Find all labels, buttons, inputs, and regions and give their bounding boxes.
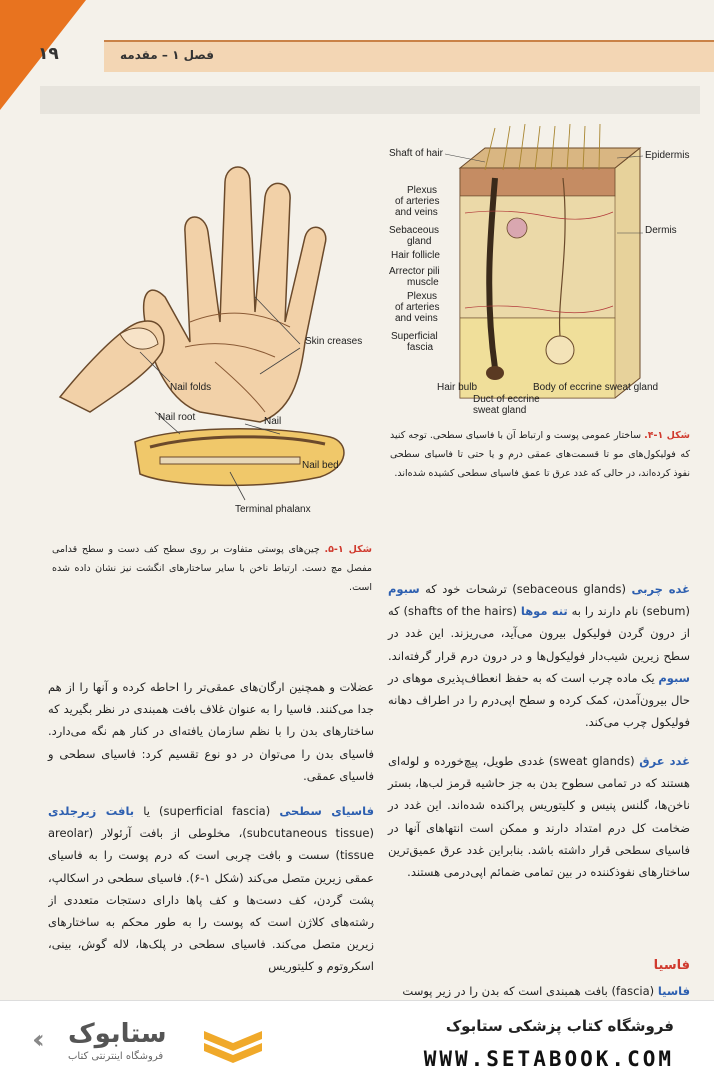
label-plexus-2c: and veins	[395, 313, 438, 324]
fascia-paragraph: فاسیا (fascia) بافت همبندی است که بدن را در زیر پوست	[402, 984, 690, 998]
chapter-header	[104, 40, 714, 72]
label-sebaceous-b: gland	[407, 236, 432, 247]
label-nail: Nail	[264, 416, 282, 427]
label-plexus-1c: and veins	[395, 207, 438, 218]
store-name: فروشگاه کتاب پزشکی ستابوک	[445, 1017, 674, 1035]
label-plexus-1b: of arteries	[395, 196, 440, 207]
label-nail-folds: Nail folds	[170, 382, 212, 393]
fascia-heading: فاسیا	[653, 958, 690, 973]
website-link[interactable]: WWW.SETABOOK.COM	[423, 1047, 674, 1071]
logo-text: ستابوک	[68, 1019, 167, 1049]
label-nail-bed: Nail bed	[302, 460, 339, 471]
chapter-title: فصل ۱ – مقدمه	[120, 48, 214, 62]
label-plexus-2a: Plexus	[407, 291, 438, 302]
label-plexus-1a: Plexus	[407, 185, 438, 196]
fascia-continued-paragraph: عضلات و همچنین ارگان‌های عمقی‌تر را احاطه کرده و آنها را از هم جدا می‌کنند. فاسیا را به عنوان غلاف بافت همبندی در نظر بگیرید که ساختارهای بدن را با نظم سازمان یافته‌ای در کنار هم نگه می‌دارد. فاسیای بدن را می‌توان در دو نوع تقسیم کرد: فاسیای سطحی و فاسیای عمقی.	[48, 680, 374, 783]
label-terminal-phalanx: Terminal phalanx	[235, 504, 311, 515]
superficial-fascia-paragraph: فاسیای سطحی (superficial fascia) یا بافت زیرجلدی (subcutaneous tissue)، مخلوطی از بافت آرئولار (areolar tissue) سست و بافت چربی است که درم پوست را به فاسیای عمقی زیرین متصل می‌کند (شکل ۱-۶). فاسیای سطحی در اسکالپ، پشت گردن، کف دست‌ها و کف پاها دارای دستجات متعددی از رشته‌های کلاژن است که پوست را به طور محکم به ساختارهای زیرین متصل می‌کند. فاسیای سطحی در پلک‌ها، لاله گوش، بینی، اسکروتوم و کلیتوریس	[48, 804, 374, 974]
label-shaft-of-hair: Shaft of hair	[389, 148, 443, 159]
label-skin-creases-1: Skin creases	[305, 336, 363, 347]
setabook-logo[interactable]	[32, 1017, 182, 1065]
logo-subtitle: فروشگاه اینترنتی کتاب	[68, 1051, 164, 1062]
label-arrector-b: muscle	[407, 277, 439, 288]
label-arrector-a: Arrector pili	[389, 266, 440, 277]
chevron-left-icon: ‹‹	[32, 1025, 37, 1055]
label-dermis: Dermis	[645, 225, 677, 236]
book-stack-icon	[200, 1025, 266, 1067]
label-plexus-2b: of arteries	[395, 302, 440, 313]
figure-left-caption: شکل ۱-۵. چین‌های پوستی متفاوت بر روی سطح کف دست و سطح قدامی مفصل مچ دست. ارتباط ناخن با سایر ساختارهای انگشت نیز نشان داده شده است.	[52, 544, 372, 593]
label-eccrine-duct-b: sweat gland	[473, 405, 527, 416]
figure-right-caption: شکل ۱-۴. ساختار عمومی پوست و ارتباط آن با فاسیای سطحی. توجه کنید که فولیکول‌های مو تا قسمت‌های عمقی درم و یا حتی تا فاسیای سطحی نفوذ کرده‌اند، در حالی که غدد عرق تا عمق فاسیای سطحی کشیده شده‌اند.	[390, 430, 691, 479]
label-hair-follicle: Hair follicle	[391, 250, 440, 261]
label-sebaceous-a: Sebaceous	[389, 225, 440, 236]
store-footer-banner	[0, 1000, 714, 1081]
sebaceous-paragraph: غده چربی (sebaceous glands) ترشحات خود که سبوم (sebum) نام دارند را به تنه موها (shafts of the hairs) که از درون گردن فولیکول بیرون می‌آید، می‌ریزند. این غدد در سطح زیرین شیب‌دار فولیکول‌ها و در درون درم قرار گرفته‌اند. سبوم یک ماده چرب است که به حفظ انعطاف‌پذیری موهای در حال بیرون‌آمدن، کمک کرده و سطح اپی‌درم را در اطراف دهانه فولیکول چرب می‌کند.	[388, 582, 691, 730]
label-superficial-a: Superficial	[391, 331, 438, 342]
bleed-through-band	[40, 86, 700, 114]
label-hair-bulb: Hair bulb	[437, 382, 478, 393]
sweat-gland-paragraph: غدد عرق (sweat glands) غددی طویل، پیچ‌خورده و لوله‌ای هستند که در تمامی سطوح بدن به جز حاشیه قرمز لب‌ها، بستر ناخن‌ها، گلنس پنیس و کلیتوریس پراکنده شده‌اند. این غدد در ضخامت کل درم امتداد دارند و ممکن است انتهاهای آنها در فاسیای سطحی قرار داشته باشد. بنابراین غدد عرق عمیق‌ترین ساختارهای نفوذکننده در بین تمامی ضمائم اپی‌درمی هستند.	[388, 754, 690, 880]
label-superficial-b: fascia	[407, 342, 434, 353]
hand-nail-figure	[50, 112, 375, 532]
skin-structure-figure	[385, 118, 690, 418]
label-epidermis: Epidermis	[645, 150, 690, 161]
label-nail-root: Nail root	[158, 412, 196, 423]
label-eccrine-duct-a: Duct of eccrine	[473, 394, 540, 405]
page-number: ۱۹	[38, 44, 59, 64]
label-eccrine-body: Body of eccrine sweat gland	[533, 382, 659, 393]
